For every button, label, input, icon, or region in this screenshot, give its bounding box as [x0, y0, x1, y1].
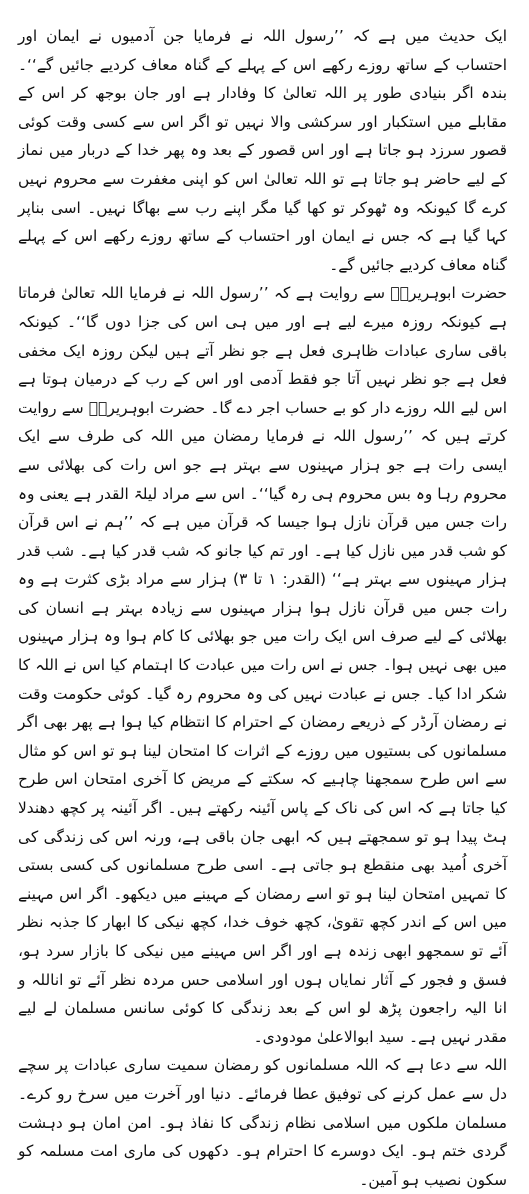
article-paragraph-2: حضرت ابوہریرہؓ سے روایت ہے کہ ’’رسول اللہ نے فرمایا اللہ تعالیٰ فرماتا ہے کیونکہ روزہ میرے لیے ہے اور میں ہی اس کی جزا دوں گا‘‘۔ کیونکہ باقی ساری عبادات ظاہری فعل ہے جو نظر آتے ہیں لیکن روزہ ایک مخفی فعل ہے جو نظر نہیں آتا جو فقط آدمی اور اس کے رب کے درمیان ہوتا ہے اس لیے اللہ روزے دار کو بے حساب اجر دے گا۔ حضرت ابوہریرہؓ سے روایت کرتے ہیں کہ ’’رسول اللہ نے فرمایا رمضان میں اللہ کی طرف سے ایک ایسی رات ہے جو ہزار مہینوں سے بہتر ہے جو اس رات کی بھلائی سے محروم رہا وہ بس محروم ہی رہ گیا‘‘۔ اس سے مراد لیلۃ القدر ہے یعنی وہ رات جس میں قرآن نازل ہوا جیسا کہ قرآن میں ہے کہ ’’ہم نے اس قرآن کو شب قدر میں نازل کیا ہے۔ اور تم کیا جانو کہ شب قدر کیا ہے۔ شب قدر ہزار مہینوں سے بہتر ہے‘‘ (القدر: ۱ تا ۳) ہزار سے مراد بڑی کثرت ہے وہ رات جس میں قرآن نازل ہوا ہزار مہینوں سے زیادہ بہتر ہے انسان کی بھلائی کے لیے صرف اس ایک رات میں جو بھلائی کا کام ہوا وہ ہزار مہینوں میں بھی نہیں ہوا۔ جس نے اس رات میں عبادت کا اہتمام کیا اس نے اللہ کا شکر ادا کیا۔ جس نے عبادت نہیں کی وہ محروم رہ گیا۔ کوئی حکومت وقت نے رمضان آرڈر کے ذریعے رمضان کے احترام کا انتظام کیا ہوا ہے پھر بھی اگر مسلمانوں کی بستیوں میں روزے کے اثرات کا امتحان لینا ہو تو اس کو مثال سے اس طرح سمجھنا چاہیے کہ سکتے کے مریض کا آخری امتحان اس طرح کیا جاتا ہے کہ اس کی ناک کے پاس آئینہ رکھتے ہیں۔ اگر آئینہ پر کچھ دھندلا ہٹ پیدا ہو تو سمجھتے ہیں کہ ابھی جان باقی ہے، ورنہ اس کی زندگی کی آخری اُمید بھی منقطع ہو جاتی ہے۔ اسی طرح مسلمانوں کی کسی بستی کا تمہیں امتحان لینا ہو تو اسے رمضان کے مہینے میں دیکھو۔ اگر اس مہینے میں اس کے اندر کچھ تقویٰ، کچھ خوف خدا، کچھ نیکی کا ابھار کا جذبہ نظر آئے تو سمجھو ابھی زندہ ہے اور اگر اس مہینے میں نیکی کا بازار سرد ہو، فسق و فجور کے آثار نمایاں ہوں اور اسلامی حس مردہ نظر آئے تو اناللہ و انا الیہ راجعون پڑھ لو اس کے بعد زندگی کا کوئی سانس مسلمان لے لیے مقدر نہیں ہے۔ سید ابوالاعلیٰ مودودی۔ [18, 284, 508, 1046]
article-paragraph-3: اللہ سے دعا ہے کہ اللہ مسلمانوں کو رمضان سمیت ساری عبادات پر سچے دل سے عمل کرنے کی توفیق عطا فرمائے۔ دنیا اور آخرت میں سرخ رو کرے۔ مسلمان ملکوں میں اسلامی نظام زندگی کا نفاذ ہو۔ امن امان ہو دہشت گردی ختم ہو۔ ایک دوسرے کا احترام ہو۔ دکھوں کی ماری امت مسلمہ کو سکون نصیب ہو آمین۔ [18, 1056, 507, 1189]
article-paragraph-1: ایک حدیث میں ہے کہ ’’رسول اللہ نے فرمایا جن آدمیوں نے ایمان اور احتساب کے ساتھ روزے رکھے اس کے پہلے کے گناہ معاف کردیے جائیں گے‘‘۔ بندہ اگر بنیادی طور پر اللہ تعالیٰ کا وفادار ہے اور جان بوجھ کر اس کے مقابلے میں استکبار اور سرکشی والا نہیں تو اگر اس سے کسی وقت کوئی قصور سرزد ہو جاتا ہے اور اس قصور کے بعد وہ پھر خدا کے دربار میں نماز کے لیے حاضر ہو جاتا ہے تو اللہ تعالیٰ اس کو اپنی مغفرت سے محروم نہیں کرے گا کیونکہ وہ ٹھوکر تو کھا گیا مگر اپنے رب سے بھاگا نہیں۔ اسی بناپر کہا گیا ہے کہ جس نے ایمان اور احتساب کے ساتھ روزے رکھے اس کے پہلے گناہ معاف کردیے جائیں گے۔ [18, 27, 507, 274]
